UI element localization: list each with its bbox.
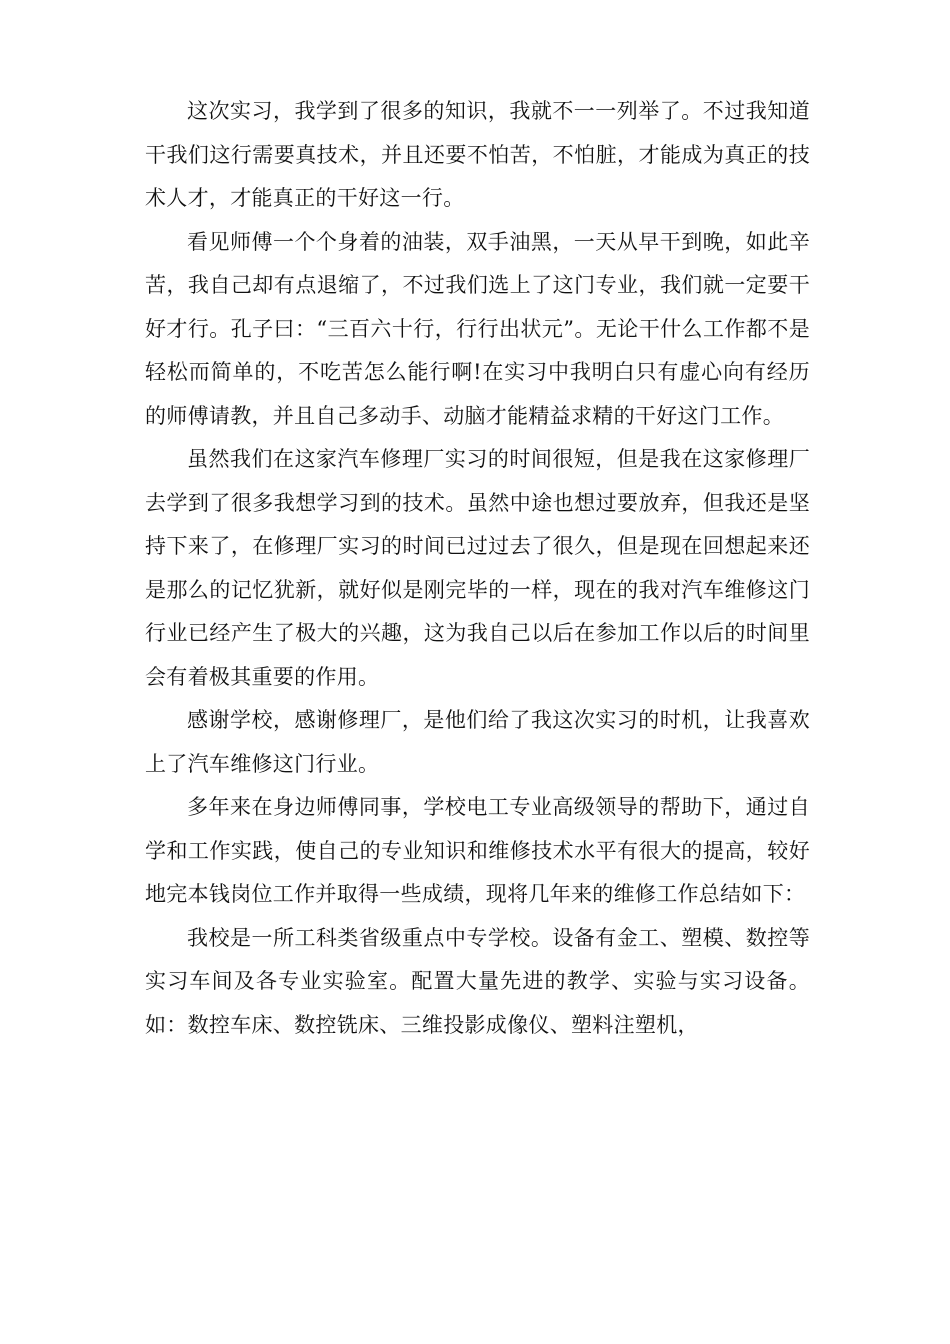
paragraph-2: 看见师傅一个个身着的油装，双手油黑，一天从早干到晚，如此辛苦，我自己却有点退缩了，不过我们选上了这门专业，我们就一定要干好才行。孔子曰：“三百六十行，行行出状元”。无论干什么工作都不是轻松而简单的，不吃苦怎么能行啊!在实习中我明白只有虚心向有经历的师傅请教，并且自己多动手、动脑才能精益求精的干好这门工作。 bbox=[145, 229, 810, 428]
paragraph-4: 感谢学校，感谢修理厂，是他们给了我这次实习的时机，让我喜欢上了汽车维修这门行业。 bbox=[145, 708, 810, 776]
paragraph-5: 多年来在身边师傅同事，学校电工专业高级领导的帮助下，通过自学和工作实践，使自己的专业知识和维修技术水平有很大的提高，较好地完本钱岗位工作并取得一些成绩，现将几年来的维修工作总结如下： bbox=[145, 795, 810, 906]
paragraph-6: 我校是一所工科类省级重点中专学校。设备有金工、塑模、数控等实习车间及各专业实验室。配置大量先进的教学、实验与实习设备。如：数控车床、数控铣床、三维投影成像仪、塑料注塑机， bbox=[145, 925, 810, 1037]
paragraph-1: 这次实习，我学到了很多的知识，我就不一一列举了。不过我知道干我们这行需要真技术，并且还要不怕苦，不怕脏，才能成为真正的技术人才，才能真正的干好这一行。 bbox=[145, 99, 810, 210]
paragraph-3: 虽然我们在这家汽车修理厂实习的时间很短，但是我在这家修理厂去学到了很多我想学习到的技术。虽然中途也想过要放弃，但我还是坚持下来了，在修理厂实习的时间已过过去了很久，但是现在回想起来还是那么的记忆犹新，就好似是刚完毕的一样，现在的我对汽车维修这门行业已经产生了极大的兴趣，这为我自己以后在参加工作以后的时间里会有着极其重要的作用。 bbox=[145, 447, 810, 689]
